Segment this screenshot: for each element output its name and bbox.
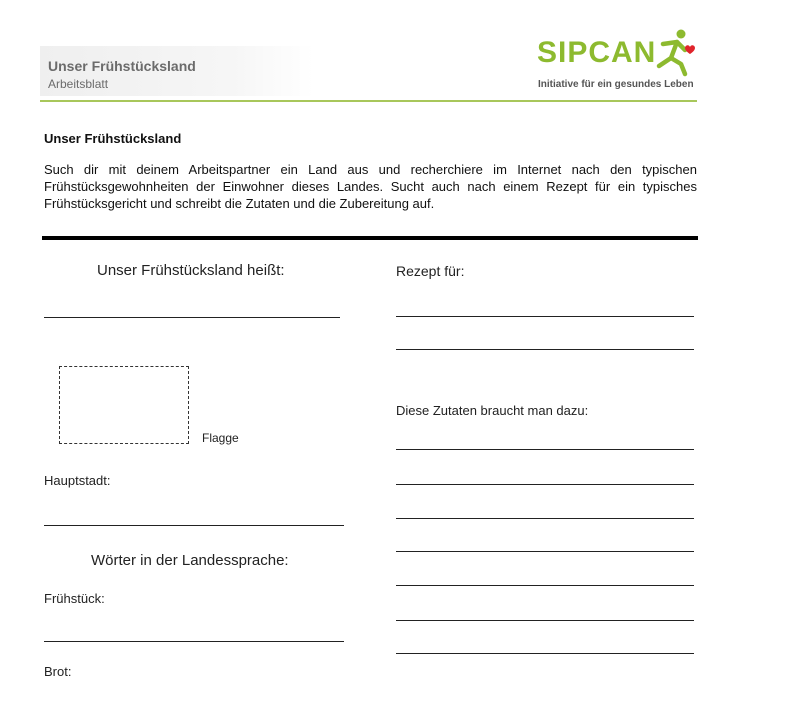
flag-label: Flagge [202, 431, 239, 445]
running-figure-logo-icon [655, 28, 697, 78]
instructions-paragraph: Such dir mit deinem Arbeitspartner ein Land aus und recherchiere im Internet nach den typischen Frühstücksgewohnheiten der Einwohner dieses Landes. Sucht auch nach einem Rezept für ein typisches Frühstücksgericht und schreibt die Zutaten und die Zubereitung auf. [44, 162, 697, 211]
capital-line[interactable] [44, 525, 344, 526]
flag-drawing-box[interactable] [59, 366, 189, 444]
ingredients-line-2[interactable] [396, 484, 694, 485]
ingredients-line-1[interactable] [396, 449, 694, 450]
logo-tagline: Initiative für ein gesundes Leben [538, 79, 694, 90]
ingredients-label: Diese Zutaten braucht man dazu: [396, 403, 589, 418]
ingredients-line-4[interactable] [396, 551, 694, 552]
words-heading: Wörter in der Landessprache: [91, 552, 289, 569]
bread-word-label: Brot: [44, 664, 72, 679]
breakfast-word-label: Frühstück: [44, 591, 105, 606]
ingredients-line-3[interactable] [396, 518, 694, 519]
ingredients-line-7[interactable] [396, 653, 694, 654]
capital-label: Hauptstadt: [44, 473, 111, 488]
section-title: Unser Frühstücksland [44, 131, 182, 146]
country-name-label: Unser Frühstücksland heißt: [97, 262, 285, 279]
section-divider [42, 236, 698, 240]
ingredients-line-6[interactable] [396, 620, 694, 621]
header-divider [40, 100, 697, 102]
recipe-line-2[interactable] [396, 349, 694, 350]
recipe-line-1[interactable] [396, 316, 694, 317]
document-subtitle: Arbeitsblatt [48, 77, 109, 91]
recipe-label: Rezept für: [396, 263, 465, 279]
logo-wordmark: SIPCAN [537, 36, 657, 69]
ingredients-line-5[interactable] [396, 585, 694, 586]
document-title: Unser Frühstücksland [48, 58, 196, 74]
breakfast-word-line[interactable] [44, 641, 344, 642]
country-name-line[interactable] [44, 317, 340, 318]
